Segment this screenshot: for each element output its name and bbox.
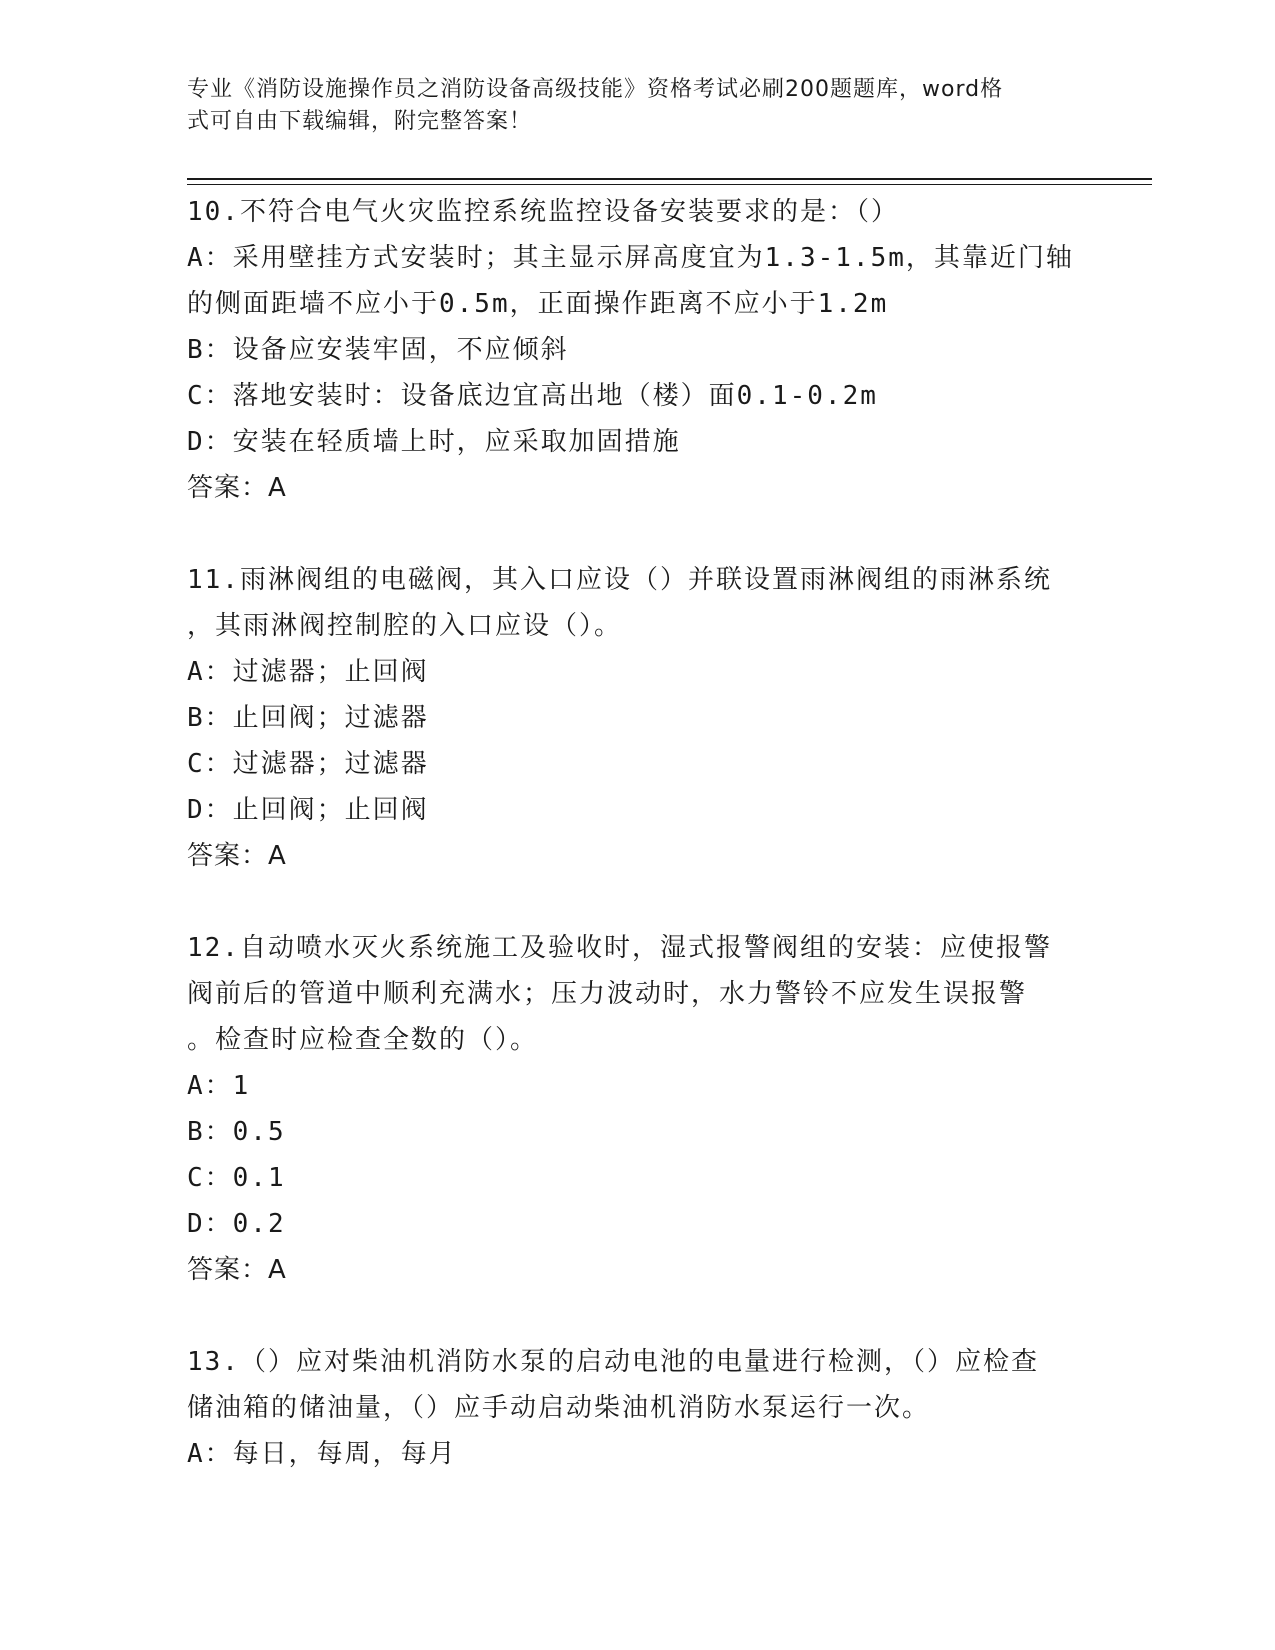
option-a: A：过滤器；止回阀 [187,657,429,687]
question-10 [187,189,1087,511]
option-c: C：0.1 [187,1163,286,1193]
option-c: C：落地安装时：设备底边宜高出地（楼）面0.1-0.2m [187,381,878,411]
option-a-continued: 的侧面距墙不应小于0.5m，正面操作距离不应小于1.2m [187,289,889,319]
question-stem-continued: 储油箱的储油量，（）应手动启动柴油机消防水泵运行一次。 [187,1393,931,1423]
option-d: D：止回阀；止回阀 [187,795,429,825]
header-divider-thin [187,184,1152,185]
header-divider-thick [187,178,1152,180]
header-line-1: 专业《消防设施操作员之消防设备高级技能》资格考试必刷200题题库，word格 [187,77,1004,102]
header-line-2: 式可自由下载编辑，附完整答案！ [187,109,533,134]
question-11 [187,557,1087,879]
question-stem: 11.雨淋阀组的电磁阀，其入口应设（）并联设置雨淋阀组的雨淋系统 [187,565,1052,595]
option-c: C：过滤器；过滤器 [187,749,429,779]
option-b: B：0.5 [187,1117,286,1147]
answer-line: 答案：A [187,473,287,503]
option-a: A：1 [187,1071,251,1101]
option-d: D：安装在轻质墙上时，应采取加固措施 [187,427,681,457]
option-a: A：采用壁挂方式安装时；其主显示屏高度宜为1.3-1.5m，其靠近门轴 [187,243,1074,273]
question-stem: 10.不符合电气火灾监控系统监控设备安装要求的是：（） [187,197,899,227]
question-12 [187,925,1087,1293]
option-b: B：设备应安装牢固，不应倾斜 [187,335,569,365]
question-stem-continued: ，其雨淋阀控制腔的入口应设（）。 [187,611,623,641]
option-d: D：0.2 [187,1209,286,1239]
answer-line: 答案：A [187,1255,287,1285]
answer-line: 答案：A [187,841,287,871]
question-stem-continued: 阀前后的管道中顺利充满水；压力波动时，水力警铃不应发生误报警 [187,979,1028,1009]
question-stem-continued: 。检查时应检查全数的（）。 [187,1025,539,1055]
question-stem: 13.（）应对柴油机消防水泵的启动电池的电量进行检测，（）应检查 [187,1347,1039,1377]
option-a: A：每日，每周，每月 [187,1439,457,1469]
question-13 [187,1339,1087,1477]
option-b: B：止回阀；过滤器 [187,703,429,733]
document-header [187,74,1067,138]
question-list [187,189,1087,1523]
question-stem: 12.自动喷水灭火系统施工及验收时，湿式报警阀组的安装：应使报警 [187,933,1052,963]
